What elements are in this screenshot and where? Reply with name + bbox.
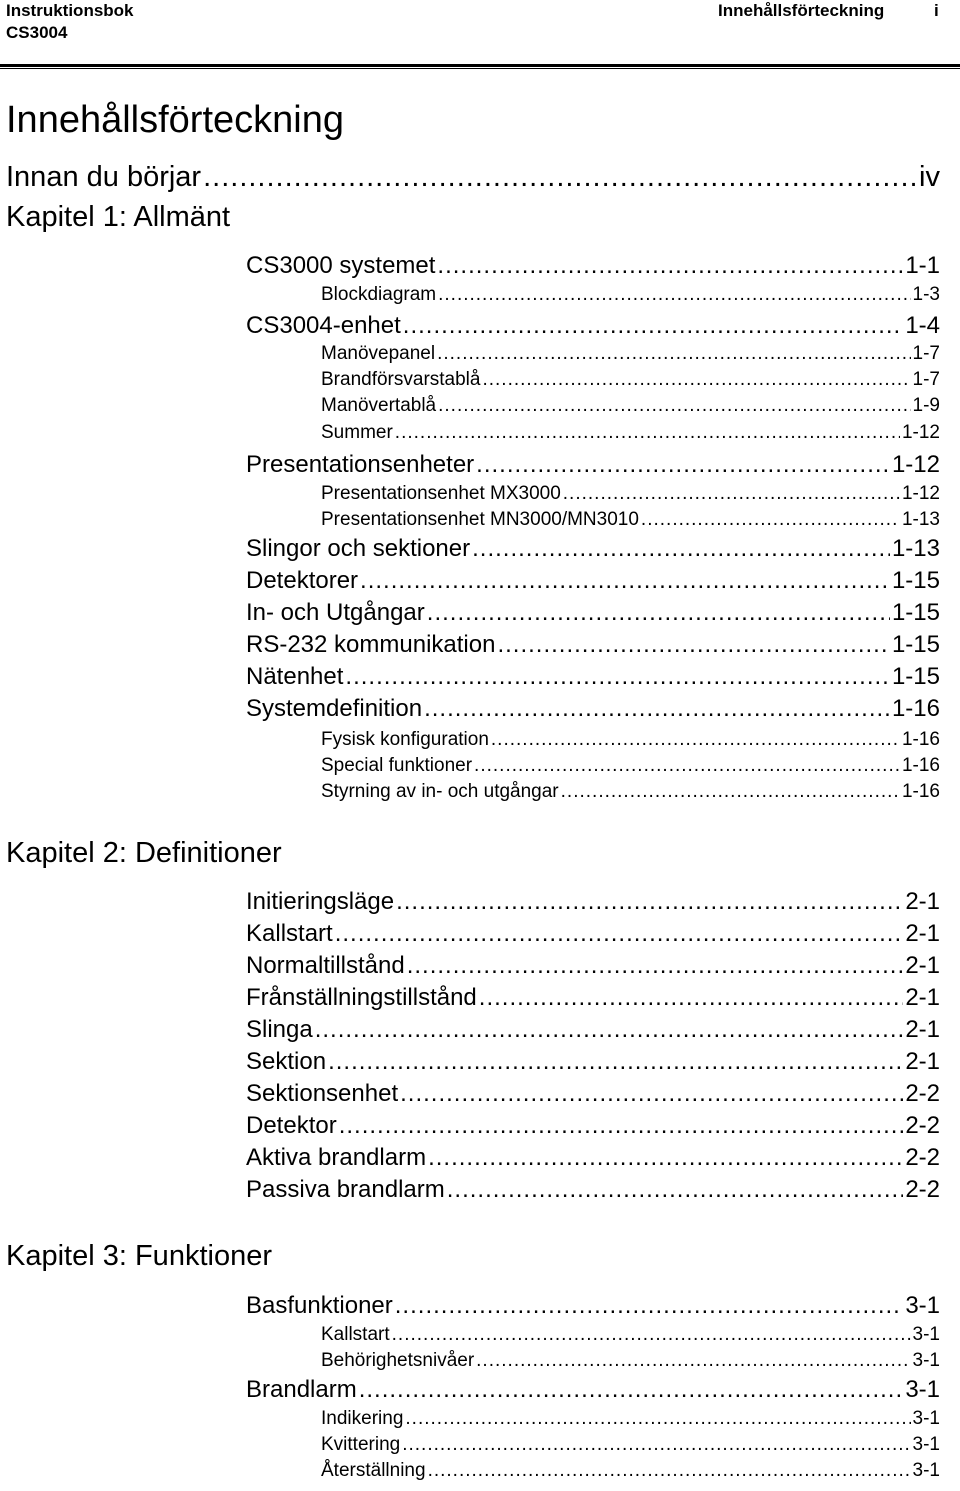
dot-leader [447,1174,904,1206]
toc-subentry[interactable] [321,1458,940,1484]
toc-entry-label: Systemdefinition [246,695,423,722]
toc-entry-label: Manövertablå [321,395,437,416]
dot-leader [203,160,917,194]
dot-leader [359,1374,904,1406]
toc-entry-label: Brandförsvarstablå [321,369,481,390]
toc-entry-label: Nätenhet [246,663,344,690]
toc-entry-label: Indikering [321,1408,404,1429]
dot-leader [476,1348,910,1374]
header-rule-thin [0,68,960,69]
toc-entry-page: 1-16 [901,781,940,802]
section-name: Innehållsförteckning [718,1,885,20]
dot-leader [561,779,900,805]
toc-entry[interactable] [246,1142,940,1174]
dot-leader [438,393,910,419]
toc-entry-page: 2-1 [905,888,940,915]
header-rule [0,64,960,67]
toc-entry-label: Kallstart [321,1324,390,1345]
dot-leader [392,1322,911,1348]
toc-entry-page: 3-1 [905,1376,940,1403]
toc-entry-page: 1-15 [891,567,940,594]
toc-subentry[interactable] [321,367,940,393]
dot-leader [437,341,910,367]
toc-entry-label: Basfunktioner [246,1292,393,1319]
toc-entry-label: Fysisk konfiguration [321,729,489,750]
toc-entry-page: 2-1 [905,1048,940,1075]
toc-entry-page: 1-3 [912,284,940,305]
toc-entry-label: Slinga [246,1016,313,1043]
toc-entry-page: 1-13 [891,535,940,562]
dot-leader [424,693,890,725]
toc-entry-label: Återställning [321,1460,426,1481]
dot-leader [315,1014,904,1046]
dot-leader [400,1078,903,1110]
toc-entry-page: 1-12 [891,451,940,478]
toc-entry-page: 3-1 [912,1408,940,1429]
toc-entry-label: Slingor och sektioner [246,535,471,562]
toc-entry-page: 1-7 [912,369,940,390]
toc-entry-label: CS3000 systemet [246,252,436,279]
toc-entry-page: 1-13 [901,509,940,530]
dot-leader [497,629,890,661]
toc-entry-page: 1-12 [901,422,940,443]
device-model: CS3004 [6,23,68,42]
toc-subentry[interactable] [321,507,940,533]
chapter-heading: Kapitel 3: Funktioner [6,1240,272,1272]
toc-entry-page: 1-15 [891,663,940,690]
toc-entry-label: Innan du börjar [6,161,202,193]
toc-entry-page: 3-1 [912,1350,940,1371]
dot-leader [395,1290,904,1322]
toc-entry-page: 1-15 [891,599,940,626]
dot-leader [403,310,904,342]
toc-entry-label: Normaltillstånd [246,952,405,979]
toc-entry[interactable] [246,886,940,918]
toc-entry[interactable] [246,918,940,950]
toc-entry[interactable] [246,982,940,1014]
dot-leader [474,753,900,779]
dot-leader [360,565,890,597]
toc-entry-page: 1-16 [901,755,940,776]
toc-entry-page: iv [919,161,940,193]
toc-entry[interactable] [246,1046,940,1078]
toc-entry[interactable] [246,1014,940,1046]
toc-entry[interactable] [246,1174,940,1206]
chapter-heading: Kapitel 2: Definitioner [6,837,282,869]
toc-entry[interactable] [246,533,940,565]
toc-subentry[interactable] [321,727,940,753]
dot-leader [396,886,903,918]
toc-subentry[interactable] [321,282,940,308]
toc-subentry[interactable] [321,753,940,779]
toc-entry-page: 2-1 [905,952,940,979]
manual-title [6,0,134,44]
toc-entry-label: Frånställningstillstånd [246,984,477,1011]
toc-subentry[interactable] [321,1322,940,1348]
toc-entry-label: In- och Utgångar [246,599,425,626]
toc-entry[interactable] [246,565,940,597]
toc-entry-page: 3-1 [912,1324,940,1345]
toc-entry-page: 2-2 [905,1144,940,1171]
toc-entry-label: Presentationsenhet MX3000 [321,483,561,504]
toc-entry-page: 1-7 [912,343,940,364]
toc-entry-label: Detektorer [246,567,359,594]
toc-entry-page: 1-1 [905,252,940,279]
toc-entry-label: Detektor [246,1112,337,1139]
dot-leader [428,1458,911,1484]
toc-subentry[interactable] [321,779,940,805]
toc-entry-page: 1-15 [891,631,940,658]
dot-leader [395,420,900,446]
toc-entry-label: Aktiva brandlarm [246,1144,427,1171]
toc-entry-page: 3-1 [912,1434,940,1455]
dot-leader [476,449,890,481]
dot-leader [563,481,900,507]
toc-entry-label: Passiva brandlarm [246,1176,445,1203]
dot-leader [339,1110,904,1142]
dot-leader [427,597,890,629]
toc-entry[interactable] [246,1290,940,1322]
toc-entry-label: Styrning av in- och utgångar [321,781,559,802]
dot-leader [345,661,890,693]
toc-subentry[interactable] [321,420,940,446]
page-title: Innehållsförteckning [6,99,344,141]
dot-leader [491,727,900,753]
toc-entry-page: 3-1 [905,1292,940,1319]
toc-entry-label: Kvittering [321,1434,401,1455]
chapter-heading: Kapitel 1: Allmänt [6,201,231,233]
dot-leader [335,918,904,950]
toc-entry-page: 1-16 [901,729,940,750]
toc-entry-label: Presentationsenhet MN3000/MN3010 [321,509,639,530]
dot-leader [407,950,904,982]
toc-entry-label: Summer [321,422,393,443]
dot-leader [641,507,900,533]
toc-subentry[interactable] [321,1406,940,1432]
toc-entry-label: Manövepanel [321,343,436,364]
dot-leader [472,533,890,565]
toc-entry[interactable] [246,1078,940,1110]
toc-entry-label: Initieringsläge [246,888,395,915]
toc-entry[interactable] [246,250,940,282]
toc-entry-label: Presentationsenheter [246,451,475,478]
dot-leader [438,282,910,308]
toc-entry-label: RS-232 kommunikation [246,631,496,658]
toc-entry-label: Sektionsenhet [246,1080,399,1107]
toc-entry-page: 1-9 [912,395,940,416]
dot-leader [437,250,903,282]
toc-entry-page: 2-1 [905,920,940,947]
toc-entry[interactable] [246,950,940,982]
toc-entry[interactable] [246,1110,940,1142]
toc-entry[interactable] [246,597,940,629]
toc-entry-page: 2-1 [905,1016,940,1043]
toc-entry[interactable] [246,449,940,481]
toc-entry-label: CS3004-enhet [246,312,401,339]
toc-entry-page: 1-4 [905,312,940,339]
toc-subentry[interactable] [321,481,940,507]
page-number: i [934,1,939,20]
toc-entry-label: Kallstart [246,920,333,947]
toc-entry-label: Special funktioner [321,755,473,776]
toc-entry-page: 2-2 [905,1112,940,1139]
toc-entry-intro[interactable] [6,160,940,194]
toc-entry[interactable] [246,693,940,725]
dot-leader [405,1406,910,1432]
dot-leader [328,1046,903,1078]
toc-subentry[interactable] [321,341,940,367]
toc-entry-page: 1-12 [901,483,940,504]
toc-entry-page: 1-16 [891,695,940,722]
toc-subentry[interactable] [321,1432,940,1458]
toc-entry-page: 3-1 [912,1460,940,1481]
toc-entry[interactable] [246,1374,940,1406]
toc-entry[interactable] [246,629,940,661]
toc-entry-label: Sektion [246,1048,327,1075]
toc-entry[interactable] [246,310,940,342]
toc-entry-label: Behörighetsnivåer [321,1350,475,1371]
dot-leader [482,367,910,393]
dot-leader [479,982,904,1014]
toc-entry-page: 2-2 [905,1176,940,1203]
dot-leader [402,1432,910,1458]
toc-entry-page: 2-2 [905,1080,940,1107]
toc-subentry[interactable] [321,393,940,419]
toc-entry-page: 2-1 [905,984,940,1011]
manual-name: Instruktionsbok [6,1,134,20]
toc-entry-label: Blockdiagram [321,284,437,305]
toc-entry[interactable] [246,661,940,693]
dot-leader [428,1142,903,1174]
toc-entry-label: Brandlarm [246,1376,357,1403]
toc-subentry[interactable] [321,1348,940,1374]
